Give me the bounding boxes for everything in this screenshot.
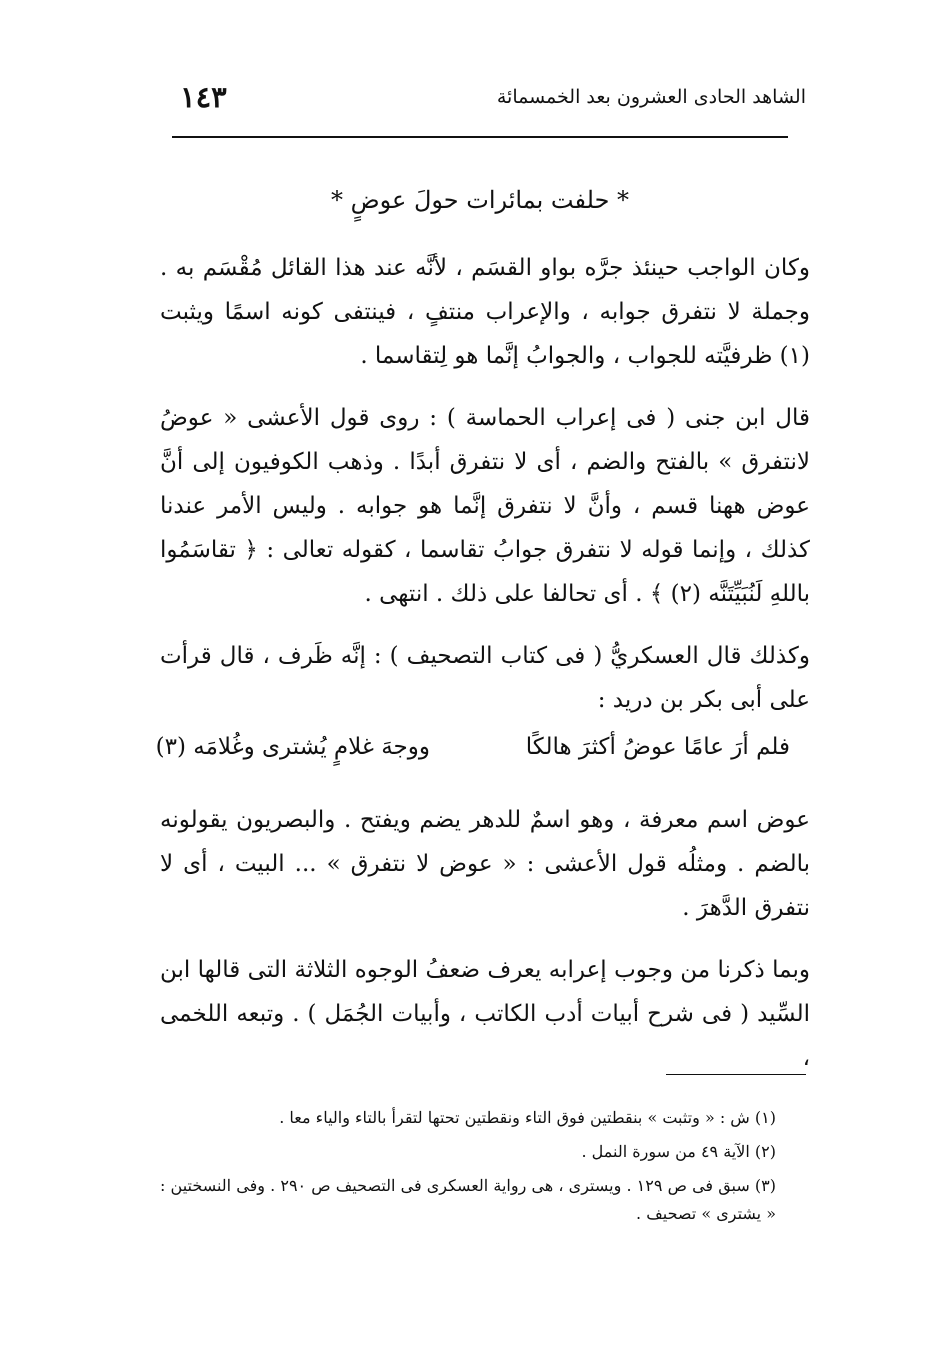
paragraph-3: وكذلك قال العسكريُّ ( فى كتاب التصحيف ) : إنَّه ظَرف ، قال قرأت على أبى بكر بن دريد :	[160, 643, 810, 713]
footnote-1: (١) ش : « وتثبت » بنقطتين فوق التاء ونقطتين تحتها لتقرأ بالتاء والياء معا .	[279, 1108, 776, 1127]
page-header	[172, 80, 806, 120]
page-number: ١٤٣	[180, 80, 227, 114]
footnote-2: (٢) الآية ٤٩ من سورة النمل .	[581, 1142, 776, 1161]
paragraph-5: وبما ذكرنا من وجوب إعرابه يعرف ضعفُ الوجوه الثلاثة التى قالها ابن السِّيد ( فى شرح أبيات أدب الكاتب ، وأبيات الجُمَل ) . وتبعه اللخمى ،	[160, 957, 810, 1071]
header-rule	[172, 136, 788, 138]
paragraph-2: قال ابن جنى ( فى إعراب الحماسة ) : روى قول الأعشى « عوضُ لانتفرق » بالفتح والضم ، أى لا نتفرق أبدًا . وذهب الكوفيون إلى أنَّ عوض ههنا قسم ، وأنَّ لا نتفرق إنَّما هو جوابه . وليس الأمر عندنا كذلك ، وإنما قوله لا نتفرق جوابُ تقاسما ، كقوله تعالى : ﴿ تقاسَمُوا باللهِ لَنُبَيِّتَنَّه (٢) ﴾ . أى تحالفا على ذلك . انتهى .	[160, 405, 810, 607]
poem-first-hemistich: فلم أرَ عامًا عوضُ أكثرَ هالكًا	[525, 734, 790, 760]
poem-verse	[155, 734, 790, 778]
running-title: الشاهد الحادى العشرون بعد الخمسمائة	[496, 86, 806, 108]
footnote-rule	[666, 1074, 806, 1075]
poem-second-hemistich: ووجهَ غلامٍ يُشترى وغُلامَه (٣)	[155, 734, 430, 760]
paragraph-1: وكان الواجب حينئذ جرَّه بواو القسَم ، لأنَّه عند هذا القائل مُقْسَم به . وجملة لا نتفرق جوابه ، والإعراب منتفٍ ، فينتفى كونه اسمًا ويثبت (١) ظرفيَّته للجواب ، والجوابُ إنَّما هو لِتقاسما .	[160, 255, 810, 369]
footnote-3: (٣) سبق فى ص ١٢٩ . ويسترى ، هى رواية العسكرى فى التصحيف ص ٢٩٠ . وفى النسختين : « يشترى » تصحيف .	[160, 1176, 777, 1223]
paragraph-4: عوض اسم معرفة ، وهو اسمٌ للدهر يضم ويفتح . والبصريون يقولونه بالضم . ومثلُه قول الأعشى : « عوض لا نتفرق » ... البيت ، أى لا نتفرق الدَّهرَ .	[160, 807, 810, 921]
verse-heading: * حلفت بمائرات حولَ عوضٍ *	[330, 186, 630, 214]
